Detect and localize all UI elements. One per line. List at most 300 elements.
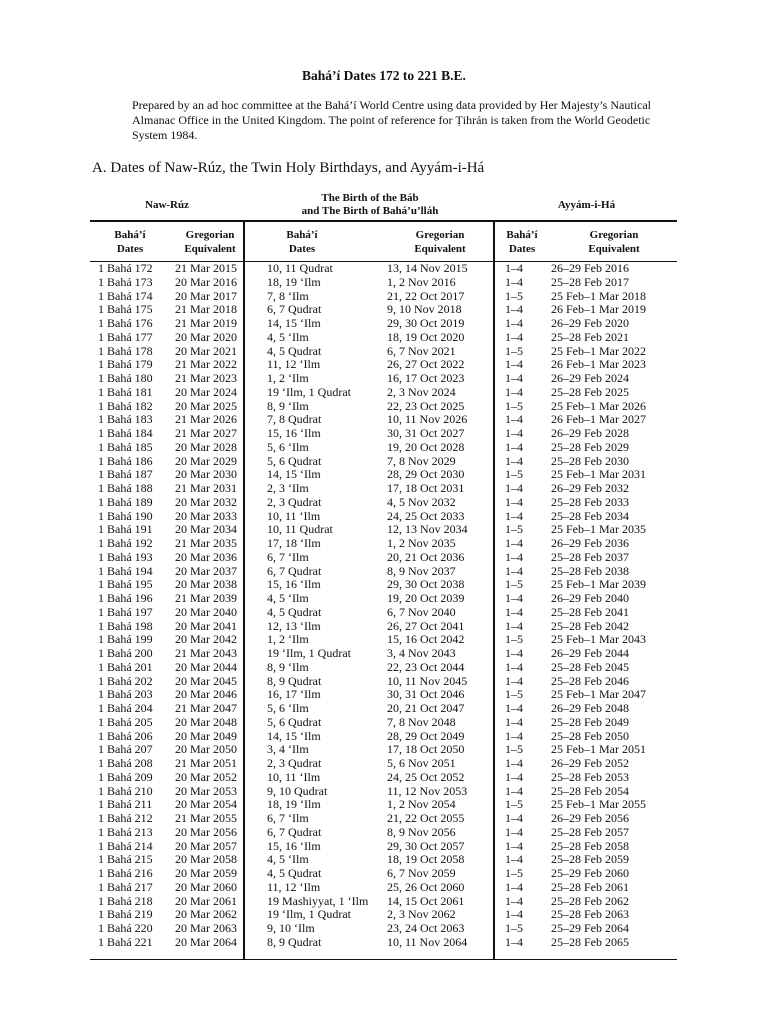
ayyamiha-bahai-dates-cell: 1–4 [505, 563, 523, 578]
ayyamiha-gregorian-cell: 26–29 Feb 2056 [551, 811, 629, 825]
nawruz-bahai-date-cell: 1 Bahá 195 [98, 577, 153, 592]
ayyamiha-gregorian-cell: 26–29 Feb 2040 [551, 591, 629, 605]
birthdays-bahai-dates-cell: 14, 15 ‘Ilm [267, 728, 321, 743]
subheader-line: Bahá’í [114, 229, 146, 241]
birthdays-bahai-dates-cell: 17, 18 ‘Ilm [267, 536, 321, 550]
nawruz-bahai-date-cell: 1 Bahá 207 [98, 742, 153, 757]
birthdays-gregorian-cell: 12, 13 Nov 2034 [387, 522, 468, 537]
intro-paragraph: Prepared by an ad hoc committee at the Bahá’í World Centre using data provided by Her Majesty’s Nautical Almanac Office in the United Kingdom. The point of reference for Ṭihrán is taken from the World Geodetic System 1984. [132, 98, 651, 142]
nawruz-bahai-date-cell: 1 Bahá 197 [98, 604, 153, 619]
birthdays-gregorian-cell: 19, 20 Oct 2039 [387, 591, 465, 605]
ayyamiha-gregorian-cell: 25–28 Feb 2062 [551, 893, 629, 908]
ayyamiha-gregorian-cell: 25–29 Feb 2060 [551, 866, 629, 880]
birthdays-gregorian-cell: 10, 11 Nov 2026 [387, 412, 468, 427]
ayyamiha-gregorian-cell: 26 Feb–1 Mar 2027 [551, 412, 646, 427]
ayyamiha-bahai-dates-cell: 1–5 [505, 467, 523, 482]
nawruz-gregorian-cell: 20 Mar 2045 [175, 673, 237, 688]
birthdays-gregorian-cell: 10, 11 Nov 2064 [387, 934, 468, 949]
birthdays-bahai-dates-cell: 1, 2 ‘Ilm [267, 632, 309, 647]
ayyamiha-bahai-dates-cell: 1–4 [505, 701, 523, 715]
subheader-line: Dates [508, 243, 536, 255]
ayyamiha-gregorian-cell: 26–29 Feb 2044 [551, 646, 629, 660]
nawruz-gregorian-cell: 20 Mar 2034 [175, 522, 237, 537]
nawruz-bahai-date-cell: 1 Bahá 213 [98, 824, 153, 839]
table-top-rule [90, 220, 677, 222]
ayyamiha-gregorian-cell: 25–28 Feb 2046 [551, 673, 629, 688]
birthdays-gregorian-cell: 9, 10 Nov 2018 [387, 302, 462, 317]
nawruz-bahai-date-cell: 1 Bahá 183 [98, 412, 153, 427]
nawruz-bahai-date-cell: 1 Bahá 173 [98, 274, 153, 289]
ayyamiha-gregorian-cell: 26 Feb–1 Mar 2023 [551, 357, 646, 372]
table-row [0, 386, 768, 400]
nawruz-bahai-date-cell: 1 Bahá 205 [98, 714, 153, 729]
birthdays-bahai-dates-cell: 4, 5 Qudrat [267, 343, 322, 358]
birthdays-gregorian-cell: 7, 8 Nov 2029 [387, 453, 456, 468]
ayyamiha-gregorian-cell: 25–29 Feb 2064 [551, 921, 629, 935]
ayyamiha-bahai-dates-cell: 1–4 [505, 673, 523, 688]
nawruz-gregorian-cell: 20 Mar 2024 [175, 384, 237, 399]
ayyamiha-gregorian-cell: 25–28 Feb 2025 [551, 384, 629, 399]
nawruz-gregorian-cell: 20 Mar 2052 [175, 769, 237, 784]
table-row [0, 757, 768, 771]
nawruz-gregorian-cell: 20 Mar 2016 [175, 274, 237, 289]
table-row [0, 358, 768, 372]
ayyamiha-gregorian-cell: 25–28 Feb 2059 [551, 852, 629, 867]
nawruz-bahai-date-cell: 1 Bahá 204 [98, 701, 153, 715]
ayyamiha-bahai-dates-cell: 1–4 [505, 852, 523, 867]
nawruz-gregorian-cell: 20 Mar 2040 [175, 604, 237, 619]
birthdays-gregorian-cell: 30, 31 Oct 2027 [387, 426, 465, 440]
nawruz-gregorian-cell: 20 Mar 2054 [175, 797, 237, 812]
nawruz-gregorian-cell: 20 Mar 2057 [175, 838, 237, 853]
ayyamiha-bahai-dates-cell: 1–4 [505, 412, 523, 427]
ayyamiha-gregorian-cell: 25 Feb–1 Mar 2043 [551, 632, 646, 647]
ayyamiha-gregorian-cell: 25–28 Feb 2041 [551, 604, 629, 619]
table-row [0, 413, 768, 427]
birthdays-bahai-dates-cell: 4, 5 Qudrat [267, 866, 322, 880]
ayyamiha-gregorian-cell: 26–29 Feb 2028 [551, 426, 629, 440]
birthdays-bahai-dates-cell: 4, 5 ‘Ilm [267, 329, 309, 344]
birthdays-bahai-dates-cell: 5, 6 ‘Ilm [267, 439, 309, 454]
nawruz-bahai-date-cell: 1 Bahá 187 [98, 467, 153, 482]
nawruz-bahai-date-cell: 1 Bahá 184 [98, 426, 153, 440]
ayyamiha-gregorian-cell: 25–28 Feb 2017 [551, 274, 629, 289]
table-row [0, 551, 768, 565]
subheader-line: Dates [288, 243, 316, 255]
birthdays-gregorian-cell: 30, 31 Oct 2046 [387, 687, 465, 702]
table-row [0, 895, 768, 909]
nawruz-gregorian-cell: 20 Mar 2061 [175, 893, 237, 908]
nawruz-bahai-date-cell: 1 Bahá 216 [98, 866, 153, 880]
ayyamiha-gregorian-cell: 26–29 Feb 2020 [551, 316, 629, 330]
birthdays-bahai-dates-cell: 9, 10 Qudrat [267, 783, 328, 798]
table-row [0, 647, 768, 661]
nawruz-bahai-date-cell: 1 Bahá 209 [98, 769, 153, 784]
birthdays-gregorian-cell: 2, 3 Nov 2024 [387, 384, 456, 399]
birthdays-gregorian-cell: 22, 23 Oct 2025 [387, 398, 465, 413]
nawruz-bahai-date-cell: 1 Bahá 182 [98, 398, 153, 413]
birthdays-bahai-dates-cell: 5, 6 Qudrat [267, 714, 322, 729]
group-header-twin-birthdays [246, 192, 494, 218]
ayyamiha-gregorian-cell: 26–29 Feb 2016 [551, 261, 629, 275]
nawruz-bahai-date-cell: 1 Bahá 203 [98, 687, 153, 702]
table-row [0, 276, 768, 290]
birthdays-bahai-dates-cell: 5, 6 Qudrat [267, 453, 322, 468]
birthdays-bahai-dates-cell: 12, 13 ‘Ilm [267, 618, 321, 633]
nawruz-gregorian-cell: 21 Mar 2051 [175, 756, 237, 770]
birthdays-gregorian-cell: 8, 9 Nov 2037 [387, 563, 456, 578]
table-bottom-rule [90, 959, 677, 960]
ayyamiha-bahai-dates-cell: 1–4 [505, 508, 523, 523]
ayyamiha-gregorian-cell: 25–28 Feb 2053 [551, 769, 629, 784]
ayyamiha-bahai-dates-cell: 1–4 [505, 824, 523, 839]
ayyamiha-bahai-dates-cell: 1–4 [505, 728, 523, 743]
nawruz-gregorian-cell: 20 Mar 2042 [175, 632, 237, 647]
table-body [0, 262, 768, 950]
nawruz-gregorian-cell: 20 Mar 2060 [175, 879, 237, 894]
ayyamiha-bahai-dates-cell: 1–4 [505, 439, 523, 454]
table-row [0, 730, 768, 744]
table-row [0, 303, 768, 317]
table-row [0, 853, 768, 867]
birthdays-bahai-dates-cell: 6, 7 ‘Ilm [267, 549, 309, 564]
birthdays-bahai-dates-cell: 5, 6 ‘Ilm [267, 701, 309, 715]
birthdays-bahai-dates-cell: 9, 10 ‘Ilm [267, 921, 315, 935]
nawruz-gregorian-cell: 20 Mar 2062 [175, 907, 237, 922]
ayyamiha-bahai-dates-cell: 1–4 [505, 618, 523, 633]
birthdays-bahai-dates-cell: 4, 5 Qudrat [267, 604, 322, 619]
nawruz-gregorian-cell: 20 Mar 2017 [175, 288, 237, 303]
ayyamiha-gregorian-cell: 25–28 Feb 2033 [551, 494, 629, 509]
birthdays-bahai-dates-cell: 14, 15 ‘Ilm [267, 316, 321, 330]
ayyamiha-gregorian-cell: 25–28 Feb 2050 [551, 728, 629, 743]
ayyamiha-gregorian-cell: 25 Feb–1 Mar 2051 [551, 742, 646, 757]
ayyamiha-bahai-dates-cell: 1–5 [505, 632, 523, 647]
table-row [0, 290, 768, 304]
ayyamiha-gregorian-cell: 25–28 Feb 2061 [551, 879, 629, 894]
ayyamiha-bahai-dates-cell: 1–5 [505, 522, 523, 537]
nawruz-gregorian-cell: 21 Mar 2039 [175, 591, 237, 605]
birthdays-bahai-dates-cell: 4, 5 ‘Ilm [267, 591, 309, 605]
birthdays-bahai-dates-cell: 11, 12 ‘Ilm [267, 879, 321, 894]
table-row [0, 496, 768, 510]
birthdays-bahai-dates-cell: 10, 11 ‘Ilm [267, 508, 321, 523]
ayyamiha-bahai-dates-cell: 1–4 [505, 714, 523, 729]
nawruz-bahai-date-cell: 1 Bahá 196 [98, 591, 153, 605]
subheader-line: Bahá’í [506, 229, 538, 241]
nawruz-gregorian-cell: 21 Mar 2018 [175, 302, 237, 317]
ayyamiha-bahai-dates-cell: 1–4 [505, 879, 523, 894]
birthdays-bahai-dates-cell: 10, 11 ‘Ilm [267, 769, 321, 784]
table-row [0, 427, 768, 441]
ayyamiha-bahai-dates-cell: 1–4 [505, 494, 523, 509]
nawruz-bahai-date-cell: 1 Bahá 217 [98, 879, 153, 894]
nawruz-gregorian-cell: 20 Mar 2053 [175, 783, 237, 798]
ayyamiha-bahai-dates-cell: 1–5 [505, 742, 523, 757]
nawruz-gregorian-cell: 20 Mar 2029 [175, 453, 237, 468]
birthdays-bahai-dates-cell: 19 ‘Ilm, 1 Qudrat [267, 384, 351, 399]
birthdays-gregorian-cell: 29, 30 Oct 2038 [387, 577, 465, 592]
nawruz-bahai-date-cell: 1 Bahá 192 [98, 536, 153, 550]
table-row [0, 455, 768, 469]
nawruz-gregorian-cell: 20 Mar 2063 [175, 921, 237, 935]
nawruz-bahai-date-cell: 1 Bahá 214 [98, 838, 153, 853]
birthdays-bahai-dates-cell: 1, 2 ‘Ilm [267, 371, 309, 385]
birthdays-bahai-dates-cell: 16, 17 ‘Ilm [267, 687, 321, 702]
birthdays-gregorian-cell: 1, 2 Nov 2016 [387, 274, 456, 289]
birthdays-bahai-dates-cell: 11, 12 ‘Ilm [267, 357, 321, 372]
nawruz-gregorian-cell: 20 Mar 2025 [175, 398, 237, 413]
birthdays-bahai-dates-cell: 14, 15 ‘Ilm [267, 467, 321, 482]
ayyamiha-bahai-dates-cell: 1–4 [505, 357, 523, 372]
nawruz-bahai-date-cell: 1 Bahá 185 [98, 439, 153, 454]
birthdays-gregorian-cell: 18, 19 Oct 2058 [387, 852, 465, 867]
ayyamiha-bahai-dates-cell: 1–4 [505, 811, 523, 825]
birthdays-gregorian-cell: 6, 7 Nov 2021 [387, 343, 456, 358]
ayyamiha-bahai-dates-cell: 1–5 [505, 921, 523, 935]
birthdays-bahai-dates-cell: 8, 9 ‘Ilm [267, 398, 309, 413]
table-row [0, 441, 768, 455]
subheader-line: Gregorian [185, 229, 235, 241]
birthdays-bahai-dates-cell: 15, 16 ‘Ilm [267, 426, 321, 440]
birthdays-bahai-dates-cell: 2, 3 Qudrat [267, 494, 322, 509]
table-row [0, 537, 768, 551]
subheader-line: Equivalent [588, 243, 640, 255]
table-row [0, 785, 768, 799]
birthdays-gregorian-cell: 24, 25 Oct 2033 [387, 508, 465, 523]
birthdays-gregorian-cell: 6, 7 Nov 2059 [387, 866, 456, 880]
table-row [0, 702, 768, 716]
nawruz-bahai-date-cell: 1 Bahá 219 [98, 907, 153, 922]
ayyamiha-gregorian-cell: 25 Feb–1 Mar 2055 [551, 797, 646, 812]
birthdays-gregorian-cell: 20, 21 Oct 2047 [387, 701, 465, 715]
group-header-line2: and The Birth of Bahá’u’lláh [301, 205, 439, 217]
ayyamiha-gregorian-cell: 25–28 Feb 2049 [551, 714, 629, 729]
ayyamiha-bahai-dates-cell: 1–4 [505, 591, 523, 605]
nawruz-gregorian-cell: 20 Mar 2046 [175, 687, 237, 702]
ayyamiha-bahai-dates-cell: 1–5 [505, 797, 523, 812]
ayyamiha-gregorian-cell: 25–28 Feb 2065 [551, 934, 629, 949]
table-row [0, 688, 768, 702]
birthdays-gregorian-cell: 26, 27 Oct 2041 [387, 618, 465, 633]
birthdays-gregorian-cell: 17, 18 Oct 2031 [387, 481, 465, 495]
nawruz-gregorian-cell: 20 Mar 2038 [175, 577, 237, 592]
nawruz-bahai-date-cell: 1 Bahá 179 [98, 357, 153, 372]
table-row [0, 606, 768, 620]
nawruz-gregorian-cell: 21 Mar 2022 [175, 357, 237, 372]
nawruz-bahai-date-cell: 1 Bahá 178 [98, 343, 153, 358]
birthdays-bahai-dates-cell: 18, 19 ‘Ilm [267, 797, 321, 812]
nawruz-gregorian-cell: 20 Mar 2044 [175, 659, 237, 674]
birthdays-bahai-dates-cell: 15, 16 ‘Ilm [267, 577, 321, 592]
ayyamiha-bahai-dates-cell: 1–4 [505, 384, 523, 399]
group-header-line1: The Birth of the Báb [321, 192, 419, 204]
subheader-bahai-dates [498, 228, 546, 256]
birthdays-gregorian-cell: 29, 30 Oct 2019 [387, 316, 465, 330]
nawruz-gregorian-cell: 21 Mar 2027 [175, 426, 237, 440]
birthdays-gregorian-cell: 8, 9 Nov 2056 [387, 824, 456, 839]
table-row [0, 812, 768, 826]
ayyamiha-bahai-dates-cell: 1–4 [505, 646, 523, 660]
birthdays-gregorian-cell: 19, 20 Oct 2028 [387, 439, 465, 454]
nawruz-bahai-date-cell: 1 Bahá 174 [98, 288, 153, 303]
table-row [0, 633, 768, 647]
birthdays-gregorian-cell: 29, 30 Oct 2057 [387, 838, 465, 853]
nawruz-gregorian-cell: 20 Mar 2020 [175, 329, 237, 344]
nawruz-bahai-date-cell: 1 Bahá 199 [98, 632, 153, 647]
table-row [0, 262, 768, 276]
table-row [0, 565, 768, 579]
birthdays-bahai-dates-cell: 2, 3 ‘Ilm [267, 481, 309, 495]
table-row [0, 771, 768, 785]
table-row [0, 675, 768, 689]
nawruz-bahai-date-cell: 1 Bahá 221 [98, 934, 153, 949]
ayyamiha-gregorian-cell: 25 Feb–1 Mar 2026 [551, 398, 646, 413]
nawruz-gregorian-cell: 21 Mar 2043 [175, 646, 237, 660]
birthdays-gregorian-cell: 10, 11 Nov 2045 [387, 673, 468, 688]
birthdays-gregorian-cell: 24, 25 Oct 2052 [387, 769, 465, 784]
table-row [0, 523, 768, 537]
ayyamiha-gregorian-cell: 25 Feb–1 Mar 2039 [551, 577, 646, 592]
birthdays-gregorian-cell: 26, 27 Oct 2022 [387, 357, 465, 372]
nawruz-bahai-date-cell: 1 Bahá 172 [98, 261, 153, 275]
birthdays-bahai-dates-cell: 19 Mashiyyat, 1 ‘Ilm [267, 893, 369, 908]
subheader-bahai-dates [262, 228, 342, 256]
birthdays-gregorian-cell: 20, 21 Oct 2036 [387, 549, 465, 564]
ayyamiha-gregorian-cell: 25–28 Feb 2030 [551, 453, 629, 468]
nawruz-gregorian-cell: 21 Mar 2015 [175, 261, 237, 275]
table-row [0, 922, 768, 936]
nawruz-bahai-date-cell: 1 Bahá 176 [98, 316, 153, 330]
nawruz-gregorian-cell: 20 Mar 2037 [175, 563, 237, 578]
subheader-line: Dates [116, 243, 144, 255]
ayyamiha-bahai-dates-cell: 1–4 [505, 549, 523, 564]
birthdays-bahai-dates-cell: 3, 4 ‘Ilm [267, 742, 309, 757]
birthdays-gregorian-cell: 28, 29 Oct 2030 [387, 467, 465, 482]
birthdays-bahai-dates-cell: 18, 19 ‘Ilm [267, 274, 321, 289]
nawruz-gregorian-cell: 20 Mar 2058 [175, 852, 237, 867]
ayyamiha-gregorian-cell: 25–28 Feb 2057 [551, 824, 629, 839]
birthdays-gregorian-cell: 22, 23 Oct 2044 [387, 659, 465, 674]
ayyamiha-bahai-dates-cell: 1–4 [505, 907, 523, 922]
nawruz-gregorian-cell: 21 Mar 2031 [175, 481, 237, 495]
nawruz-gregorian-cell: 20 Mar 2056 [175, 824, 237, 839]
group-header-ayyamiha: Ayyám-i-Há [557, 199, 616, 211]
table-row [0, 936, 768, 950]
nawruz-gregorian-cell: 21 Mar 2035 [175, 536, 237, 550]
nawruz-bahai-date-cell: 1 Bahá 211 [98, 797, 153, 812]
subheader-gregorian [400, 228, 480, 256]
nawruz-bahai-date-cell: 1 Bahá 188 [98, 481, 153, 495]
ayyamiha-bahai-dates-cell: 1–4 [505, 316, 523, 330]
nawruz-bahai-date-cell: 1 Bahá 208 [98, 756, 153, 770]
nawruz-bahai-date-cell: 1 Bahá 206 [98, 728, 153, 743]
nawruz-gregorian-cell: 21 Mar 2019 [175, 316, 237, 330]
table-row [0, 716, 768, 730]
ayyamiha-gregorian-cell: 25 Feb–1 Mar 2047 [551, 687, 646, 702]
nawruz-gregorian-cell: 20 Mar 2032 [175, 494, 237, 509]
ayyamiha-gregorian-cell: 25–28 Feb 2045 [551, 659, 629, 674]
nawruz-bahai-date-cell: 1 Bahá 175 [98, 302, 153, 317]
birthdays-gregorian-cell: 1, 2 Nov 2054 [387, 797, 456, 812]
nawruz-bahai-date-cell: 1 Bahá 201 [98, 659, 153, 674]
nawruz-gregorian-cell: 20 Mar 2030 [175, 467, 237, 482]
nawruz-bahai-date-cell: 1 Bahá 193 [98, 549, 153, 564]
nawruz-gregorian-cell: 20 Mar 2059 [175, 866, 237, 880]
nawruz-bahai-date-cell: 1 Bahá 181 [98, 384, 153, 399]
ayyamiha-gregorian-cell: 25–28 Feb 2038 [551, 563, 629, 578]
subheader-line: Bahá’í [286, 229, 318, 241]
ayyamiha-bahai-dates-cell: 1–4 [505, 756, 523, 770]
birthdays-bahai-dates-cell: 10, 11 Qudrat [267, 261, 333, 275]
section-heading: A. Dates of Naw-Rúz, the Twin Holy Birthdays, and Ayyám-i-Há [92, 160, 485, 176]
birthdays-gregorian-cell: 1, 2 Nov 2035 [387, 536, 456, 550]
nawruz-gregorian-cell: 20 Mar 2021 [175, 343, 237, 358]
ayyamiha-gregorian-cell: 25–28 Feb 2037 [551, 549, 629, 564]
table-row [0, 620, 768, 634]
table-row [0, 840, 768, 854]
group-header-nawruz: Naw-Rúz [145, 199, 189, 211]
nawruz-bahai-date-cell: 1 Bahá 210 [98, 783, 153, 798]
table-row [0, 867, 768, 881]
table-row [0, 510, 768, 524]
ayyamiha-bahai-dates-cell: 1–5 [505, 687, 523, 702]
table-row [0, 881, 768, 895]
nawruz-gregorian-cell: 21 Mar 2047 [175, 701, 237, 715]
ayyamiha-bahai-dates-cell: 1–4 [505, 659, 523, 674]
birthdays-gregorian-cell: 15, 16 Oct 2042 [387, 632, 465, 647]
ayyamiha-gregorian-cell: 25–28 Feb 2054 [551, 783, 629, 798]
ayyamiha-bahai-dates-cell: 1–4 [505, 371, 523, 385]
birthdays-gregorian-cell: 6, 7 Nov 2040 [387, 604, 456, 619]
table-row [0, 578, 768, 592]
ayyamiha-bahai-dates-cell: 1–4 [505, 453, 523, 468]
nawruz-gregorian-cell: 20 Mar 2036 [175, 549, 237, 564]
nawruz-bahai-date-cell: 1 Bahá 220 [98, 921, 153, 935]
ayyamiha-bahai-dates-cell: 1–4 [505, 329, 523, 344]
ayyamiha-gregorian-cell: 25 Feb–1 Mar 2031 [551, 467, 646, 482]
ayyamiha-gregorian-cell: 25–28 Feb 2029 [551, 439, 629, 454]
ayyamiha-gregorian-cell: 25–28 Feb 2021 [551, 329, 629, 344]
birthdays-bahai-dates-cell: 4, 5 ‘Ilm [267, 852, 309, 867]
nawruz-gregorian-cell: 20 Mar 2048 [175, 714, 237, 729]
birthdays-gregorian-cell: 11, 12 Nov 2053 [387, 783, 468, 798]
ayyamiha-gregorian-cell: 26–29 Feb 2048 [551, 701, 629, 715]
table-row [0, 331, 768, 345]
ayyamiha-bahai-dates-cell: 1–4 [505, 604, 523, 619]
birthdays-bahai-dates-cell: 8, 9 Qudrat [267, 934, 322, 949]
ayyamiha-gregorian-cell: 25–28 Feb 2034 [551, 508, 629, 523]
subheader-gregorian [574, 228, 654, 256]
birthdays-gregorian-cell: 14, 15 Oct 2061 [387, 893, 465, 908]
nawruz-bahai-date-cell: 1 Bahá 190 [98, 508, 153, 523]
ayyamiha-bahai-dates-cell: 1–4 [505, 261, 523, 275]
birthdays-bahai-dates-cell: 8, 9 Qudrat [267, 673, 322, 688]
birthdays-bahai-dates-cell: 2, 3 Qudrat [267, 756, 322, 770]
table-row [0, 798, 768, 812]
birthdays-bahai-dates-cell: 7, 8 Qudrat [267, 412, 322, 427]
table-row [0, 743, 768, 757]
ayyamiha-bahai-dates-cell: 1–4 [505, 934, 523, 949]
nawruz-gregorian-cell: 21 Mar 2023 [175, 371, 237, 385]
ayyamiha-gregorian-cell: 25–28 Feb 2063 [551, 907, 629, 922]
birthdays-gregorian-cell: 13, 14 Nov 2015 [387, 261, 468, 275]
ayyamiha-bahai-dates-cell: 1–4 [505, 481, 523, 495]
birthdays-bahai-dates-cell: 19 ‘Ilm, 1 Qudrat [267, 646, 351, 660]
nawruz-gregorian-cell: 20 Mar 2064 [175, 934, 237, 949]
nawruz-gregorian-cell: 20 Mar 2050 [175, 742, 237, 757]
table-row [0, 482, 768, 496]
